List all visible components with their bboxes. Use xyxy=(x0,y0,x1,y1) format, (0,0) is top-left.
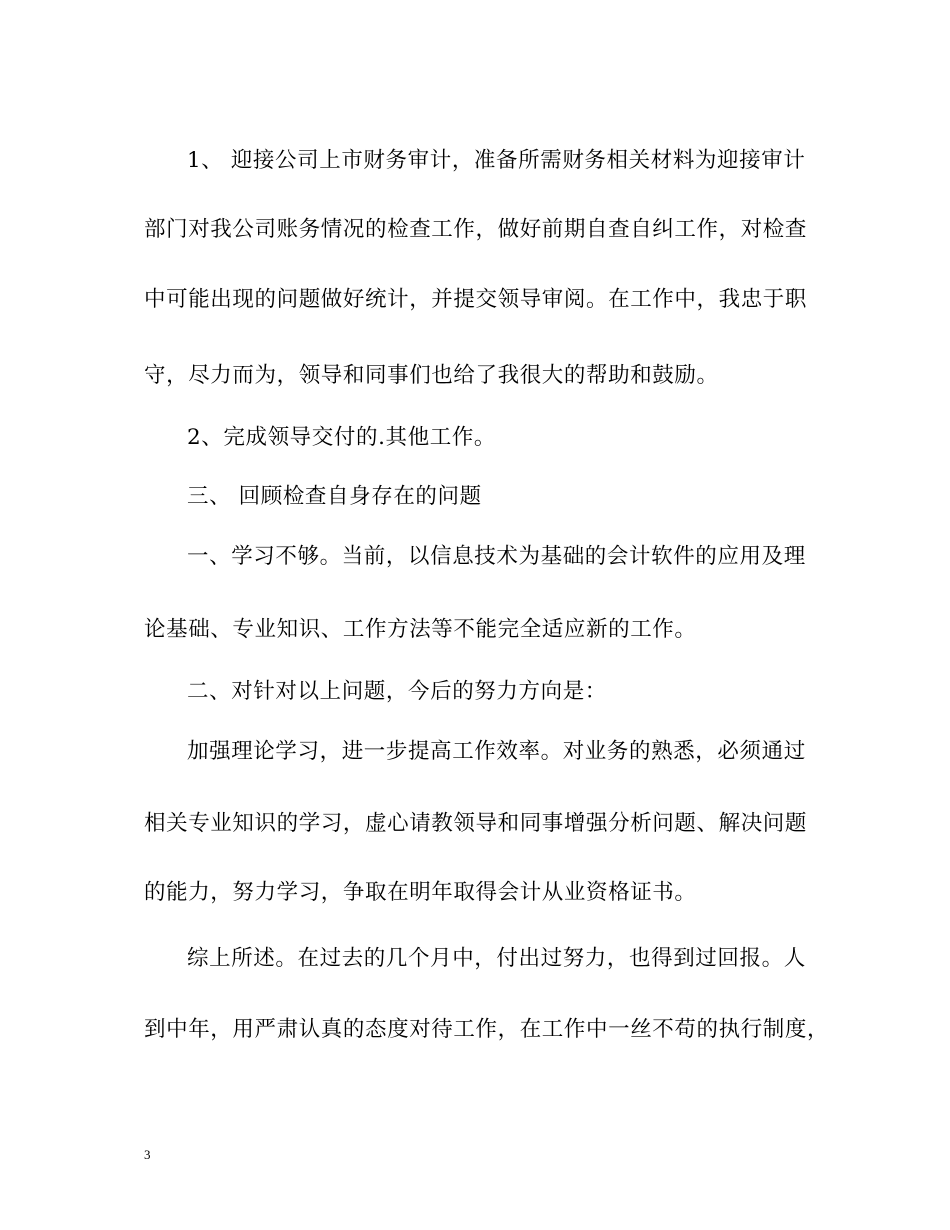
text-line-3: 中可能出现的问题做好统计，并提交领导审阅。在工作中，我忠于职 xyxy=(144,287,808,312)
section-heading: 三、 回顾检查自身存在的问题 xyxy=(187,484,482,509)
text-line-1: 1、 迎接公司上市财务审计，准备所需财务相关材料为迎接审计 xyxy=(187,148,806,173)
text-line-12: 的能力，努力学习，争取在明年取得会计从业资格证书。 xyxy=(144,880,697,905)
text-line-11: 相关专业知识的学习，虚心请教领导和同事增强分析问题、解决问题 xyxy=(144,811,808,836)
text-line-13: 综上所述。在过去的几个月中，付出过努力，也得到过回报。人 xyxy=(187,946,806,971)
text-line-10: 加强理论学习，进一步提高工作效率。对业务的熟悉，必须通过 xyxy=(187,739,806,764)
text-line-2: 部门对我公司账务情况的检查工作，做好前期自查自纠工作，对检查 xyxy=(144,217,808,242)
text-line-8: 论基础、专业知识、工作方法等不能完全适应新的工作。 xyxy=(144,617,697,642)
text-line-5: 2、完成领导交付的.其他工作。 xyxy=(187,425,497,450)
text-line-14: 到中年，用严肃认真的态度对待工作，在工作中一丝不苟的执行制度， xyxy=(144,1017,830,1042)
page-number: 3 xyxy=(144,1147,151,1162)
text-line-4: 守，尽力而为，领导和同事们也给了我很大的帮助和鼓励。 xyxy=(144,363,719,388)
text-line-7: 一、学习不够。当前，以信息技术为基础的会计软件的应用及理 xyxy=(187,544,806,569)
text-line-9: 二、对针对以上问题，今后的努力方向是： xyxy=(187,679,607,704)
